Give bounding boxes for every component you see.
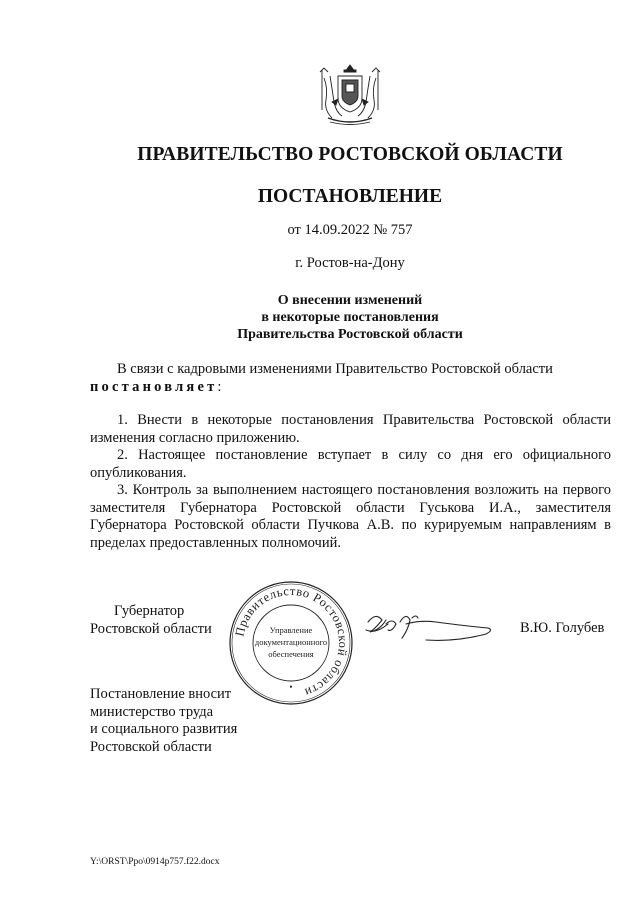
clause-text: 3. Контроль за выполнением настоящего постановления возложить на первого заместителя Губернатора Ростовской области Гуськова И.А., заместителя Губернатора Ростовской области Пучкова А.В. по курируемым направлениям в пределах предоставленных полномочий. (90, 482, 611, 551)
coat-of-arms-emblem (316, 62, 384, 126)
clause-text: 2. Настоящее постановление вступает в силу со дня его официального опубликования. (90, 447, 611, 481)
submitter-line: министерство труда (90, 703, 214, 720)
document-subject (50, 292, 640, 343)
document-type: ПОСТАНОВЛЕНИЕ (257, 186, 443, 207)
subject-line: Правительства Ростовской области (237, 327, 463, 342)
signatory-post (90, 603, 240, 638)
stamp-inner-line: обеспечения (268, 649, 314, 659)
subject-line: О внесении изменений (277, 293, 423, 308)
stamp-inner-line: Управление (269, 625, 313, 635)
clause-paragraph (90, 412, 611, 447)
signatory-post-line: Губернатор (114, 603, 185, 619)
coat-of-arms-icon (316, 62, 384, 126)
signatory-post-line: Ростовской области (90, 620, 212, 637)
signature-icon (360, 600, 500, 650)
stamp-inner-line: документационного (254, 637, 328, 647)
svg-text:•: • (289, 682, 293, 692)
clause-paragraph (90, 447, 611, 482)
clause-text: 1. Внести в некоторые постановления Правительства Ростовской области изменения согласно приложению. (90, 412, 611, 446)
stamp-ring-text: Правительство Ростовской области (232, 583, 351, 700)
submitter-line: Постановление вносит (90, 686, 232, 702)
decree-word: постановляет (90, 378, 218, 395)
intro-text: В связи с кадровыми изменениями Правительство Ростовской области (117, 361, 553, 377)
signatory-name: В.Ю. Голубев (520, 620, 605, 636)
handwritten-signature (360, 600, 500, 650)
submitter-note (90, 686, 340, 756)
document-place: г. Ростов-на-Дону (295, 255, 405, 271)
government-title: ПРАВИТЕЛЬСТВО РОСТОВСКОЙ ОБЛАСТИ (137, 144, 563, 165)
submitter-line: Ростовской области (90, 738, 212, 755)
clause-paragraph (90, 482, 611, 552)
subject-line: в некоторые постановления (261, 310, 439, 325)
document-date-number: от 14.09.2022 № 757 (287, 222, 413, 238)
submitter-line: и социального развития (90, 721, 238, 737)
file-path-footer: Y:\ORST\Ppo\0914p757.f22.docx (90, 857, 220, 867)
decree-colon: : (217, 378, 222, 395)
intro-paragraph (90, 361, 611, 396)
